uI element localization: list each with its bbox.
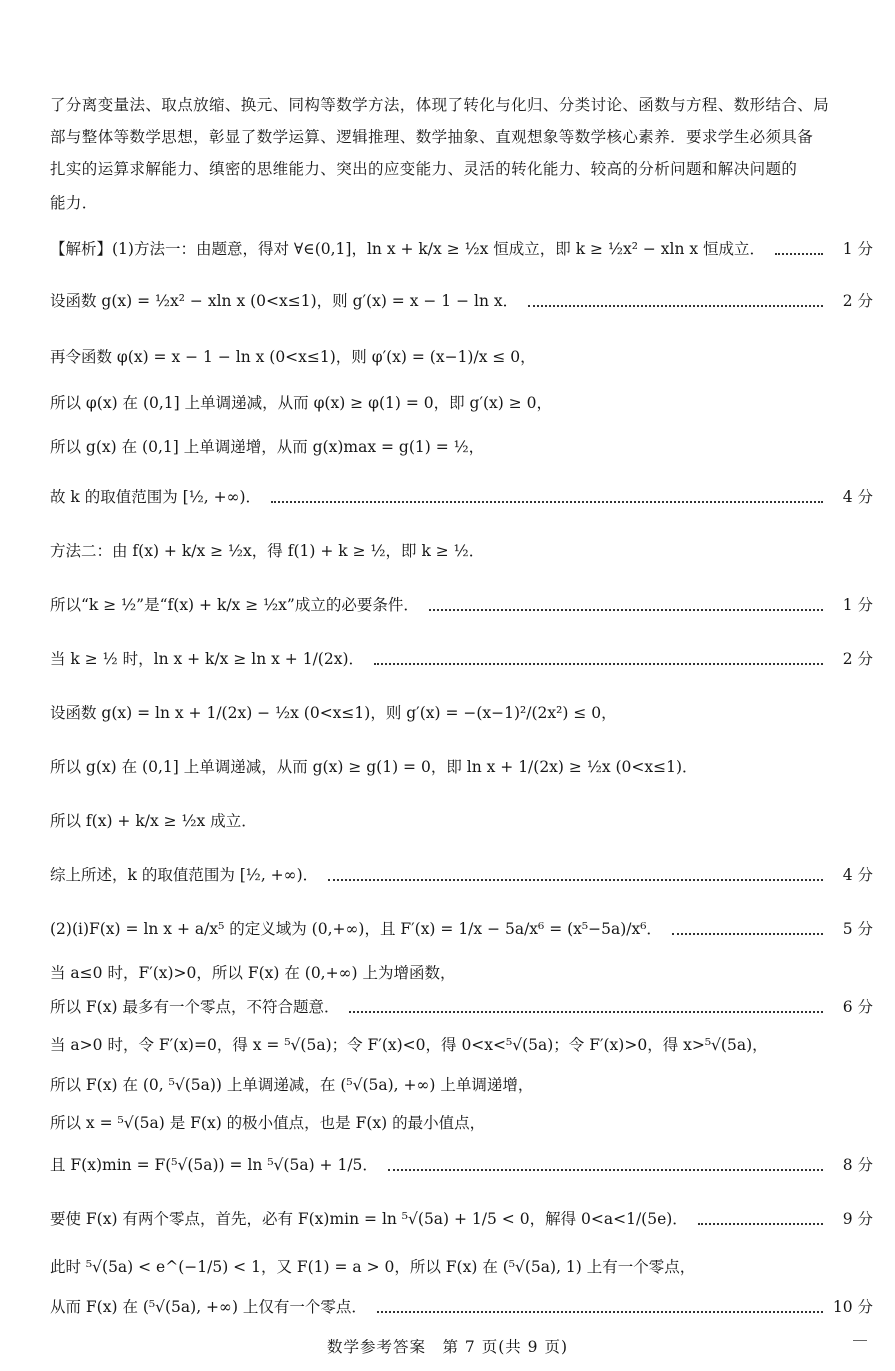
dot-leader [349, 989, 823, 1013]
score-mark: 1 分 [842, 596, 873, 614]
dot-leader [775, 231, 823, 255]
score-mark: 4 分 [842, 866, 873, 884]
score-mark: 5 分 [842, 920, 873, 938]
dot-leader [672, 911, 823, 935]
dot-leader [271, 479, 823, 503]
score-mark: 8 分 [842, 1156, 873, 1174]
score-mark: 2 分 [842, 292, 873, 310]
answer-page: 了分离变量法、取点放缩、换元、同构等数学方法，体现了转化与化归、分类讨论、函数与方程、数形结合、局 部与整体等数学思想，彰显了数学运算、逻辑推理、数学抽象、直观想象等数学核心素养．要求学生必须具备 扎实的运算求解能力、缜密的思维能力、突出的应变能力、灵活的转化能力、较高的分析问题和解决问题的 能力． 【解析】(1)方法一：由题意，得对 ∀∈(0,1]，ln x + k/x ≥ ½x 恒成立，即 k ≥ ½x² − xln x 恒成立． 1 分 设函数 g(x) = ½x² − xln x (0<x≤1)，则 g′(x) = x − 1 − ln x． 2 分 再令函数 φ(x) = x − 1 − ln x (0<x≤1)，则 φ′(x) = (x−1)/x ≤ 0， 所以 φ(x) 在 (0,1] 上单调递减，从而 φ(x) ≥ φ(1) = 0，即 g′(x) ≥ 0， 所以 g(x) 在 (0,1] 上单调递增，从而 g(x)max = g(1) = ½， 故 k 的取值范围为 [½, +∞)． 4 分 方法二：由 f(x) + k/x ≥ ½x，得 f(1) + k ≥ ½，即 k ≥ ½． 所以“k ≥ ½”是“f(x) + k/x ≥ ½x”成立的必要条件． 1 分 当 k ≥ ½ 时，ln x + k/x ≥ ln x + 1/(2x)． 2 分 设函数 g(x) = ln x + 1/(2x) − ½x (0<x≤1)，则 g′(x) = −(x−1)²/(2x²) ≤ 0， 所以 g(x) 在 (0,1] 上单调递减，从而 g(x) ≥ g(1) = 0，即 ln x + 1/(2x) ≥ ½x (0<x≤1)． 所以 f(x) + k/x ≥ ½x 成立． 综上所述，k 的取值范围为 [½, +∞)． 4 分 (2)(i)F(x) = ln x + a/x⁵ 的定义域为 (0,+∞)，且 F′(x) = 1/x − 5a/x⁶ = (x⁵−5a)/x⁶． 5 分 当 a≤0 时，F′(x)>0，所以 F(x) 在 (0,+∞) 上为增函数， 所以 F(x) 最多有一个零点，不符合题意． 6 分 当 a>0 时，令 F′(x)=0，得 x = ⁵√(5a)；令 F′(x)<0，得 0<x<⁵√(5a)；令 F′(x)>0，得 x>⁵√(5a)， 所以 F(x) 在 (0, ⁵√(5a)) 上单调递减，在 (⁵√(5a), +∞) 上单调递增， 所以 x = ⁵√(5a) 是 F(x) 的极小值点，也是 F(x) 的最小值点， 且 F(x)min = F(⁵√(5a)) = ln ⁵√(5a) + 1/5． 8 分 要使 F(x) 有两个零点，首先，必有 F(x)min = ln ⁵√(5a) + 1/5 < 0，解得 0<a<1/(5e)． 9 分 此时 ⁵√(5a) < e^(−1/5) < 1，又 F(1) = a > 0，所以 F(x) 在 (⁵√(5a), 1) 上有一个零点， 从而 F(x) 在 (⁵√(5a), +∞) 上仅有一个零点． 10 分 数学参考答案 第 7 页(共 9 页) [0, 0, 895, 1371]
dot-leader [429, 587, 823, 611]
corner-mark [853, 1340, 867, 1341]
score-mark: 6 分 [842, 998, 873, 1016]
dot-leader [374, 641, 823, 665]
score-mark: 9 分 [842, 1210, 873, 1228]
dot-leader [388, 1147, 823, 1171]
dot-leader [377, 1289, 823, 1313]
dot-leader [528, 283, 823, 307]
score-mark: 4 分 [842, 488, 873, 506]
page-footer: 数学参考答案 第 7 页(共 9 页) [326, 1338, 569, 1356]
dot-leader [698, 1201, 823, 1225]
score-mark: 2 分 [842, 650, 873, 668]
dot-leader [328, 857, 823, 881]
score-mark: 1 分 [842, 240, 873, 258]
score-mark: 10 分 [832, 1298, 873, 1316]
